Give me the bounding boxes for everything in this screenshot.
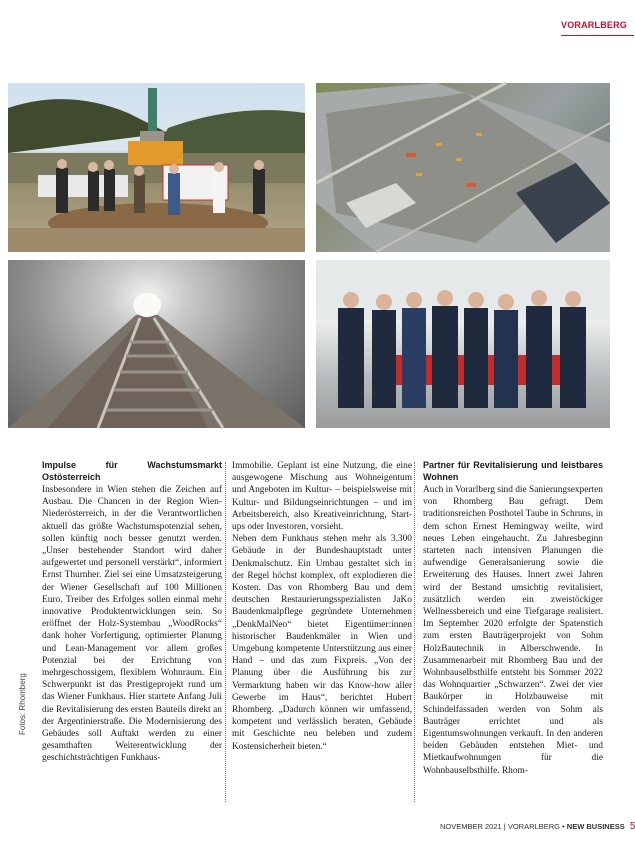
section-rule — [561, 35, 634, 36]
article-column-2 — [232, 460, 412, 753]
photo-railway-tunnel — [8, 260, 305, 428]
page-footer — [440, 821, 635, 832]
photo-aerial-construction-site — [316, 83, 610, 252]
column-divider — [225, 462, 226, 802]
footer-magazine: NEW BUSINESS — [566, 822, 625, 831]
article-column-3 — [423, 460, 603, 777]
body-paragraph: Immobilie. Geplant ist eine Nutzung, die eine ausgewogene Mischung aus Wohneigentum und Angeboten im Kultur- – beispielsweise mit Kultur- und Bildungseinrichtungen – und im Arbeitsbereich, also Kreativeinrichtung, Start-ups oder Investoren, vorsieht. — [232, 461, 412, 533]
photo-groundbreaking-ceremony — [8, 83, 305, 252]
photo-credit: Fotos: Rhomberg — [18, 673, 27, 735]
photo-executive-group — [316, 260, 610, 428]
section-tag: VORARLBERG — [561, 20, 628, 30]
body-paragraph: Neben dem Funkhaus stehen mehr als 3.300 Gebäude in der Bundeshauptstadt unter Denkmalschutz. Ein Umbau gestaltet sich in der Regel höchst komplex, oft explodieren die Kosten. Das von Rhomberg Bau und dem deutschen Restaurierungsspezialisten JaKo Baudenkmalpflege gegründete Unternehmen „DenkMalNeo“ bietet Eigentümer:innen historischer Baudenkmäler in Wien und Umgebung kompetente Unterstützung aus einer Hand – und das zum Fixpreis. „Von der Planung über die Ausführung bis zur Vermarktung haben wir das Know-how aller Gewerbe im Haus“, berichtet Hubert Rhomberg. „Dadurch können wir umfassend, kompetent und verlässlich beraten, Gebäude mit Geschichte neu beleben und zudem Kostensicherheit bieten.“ — [232, 534, 412, 752]
footer-region: VORARLBERG — [507, 822, 560, 831]
subheadline: Partner für Revitalisierung und leistbares Wohnen — [423, 460, 603, 482]
page-number: 5 — [629, 821, 635, 832]
column-divider — [414, 462, 415, 802]
footer-issue: NOVEMBER 2021 — [440, 822, 502, 831]
footer-bullet: • — [562, 822, 565, 831]
body-paragraph: Insbesondere in Wien stehen die Zeichen auf Ausbau. Die Chancen in der Region Wien-Niederösterreich, in der die Verantwortlichen aktuell das größte Wachstumspotenzial sehen, sollen künftig noch besser genutzt werden. „Unser bestehender Standort wird daher aufgewertet und personell verstärkt“, informiert Ernst Thurnher. Ziel sei eine Umsatzsteigerung der Wiener Gesellschaft auf 100 Millionen Euro. Treiber des Erfolges sollen einmal mehr innovative Produktentwicklungen sein. So eröffnet der Holz-Systembau „WoodRocks“ dank hoher Vorfertigung, optimierter Planung und Lean-Management vor allem großes Potenzial bei der Errichtung von mehrgeschossigem, flexiblem Wohnraum. Ein Schwerpunkt ist das Prestigeprojekt rund um das Wiener Funkhaus. Hier startete Anfang Juli die Revitalisierung des ersten Bauteils direkt an der Argentinierstraße. Die Modernisierung des Gebäudes soll Auftakt werden zu einer gesamthaften Weiterentwicklung der geschichtsträchtigen Funkhaus- — [42, 485, 222, 764]
body-paragraph: Auch in Vorarlberg sind die Sanierungsexperten von Rhomberg Bau gefragt. Dem traditionsreichen Posthotel Taube in Schruns, in dem schon Ernest Hemingway weilte, wird neues Leben eingehaucht. Zu Jahresbeginn starteten nach intensiven Planungen die aufwendige Generalsanierung sowie die Erweiterung des Hauses. Innert zwei Jahren wird der Bestand umsichtig revitalisiert, zusätzlich werden ein zweistöckiger Wellnessbereich und eine Tiefgarage realisiert. Im September 2020 erfolgte der Spatenstich zum ersten Bauträgerprojekt von Sohm HolzBautechnik in Alberschwende. In Zusammenarbeit mit Rhomberg Bau und der Wohnbauselbsthilfe entsteht bis Sommer 2022 das Wohnquartier „Schwarzen“. Zwei der vier Baukörper in Holzbauweise mit Schindelfassaden werden von Sohm als Bauträger errichtet und als Eigentumswohnungen verkauft. In den anderen beiden Gebäuden entstehen Miet- und Mietkaufwohnungen für die Wohnbauselbsthilfe. Rhom- — [423, 485, 603, 776]
subheadline: Impulse für Wachstumsmarkt Ostösterreich — [42, 460, 222, 482]
article-column-1 — [42, 460, 222, 765]
footer-separator: | — [503, 822, 506, 831]
